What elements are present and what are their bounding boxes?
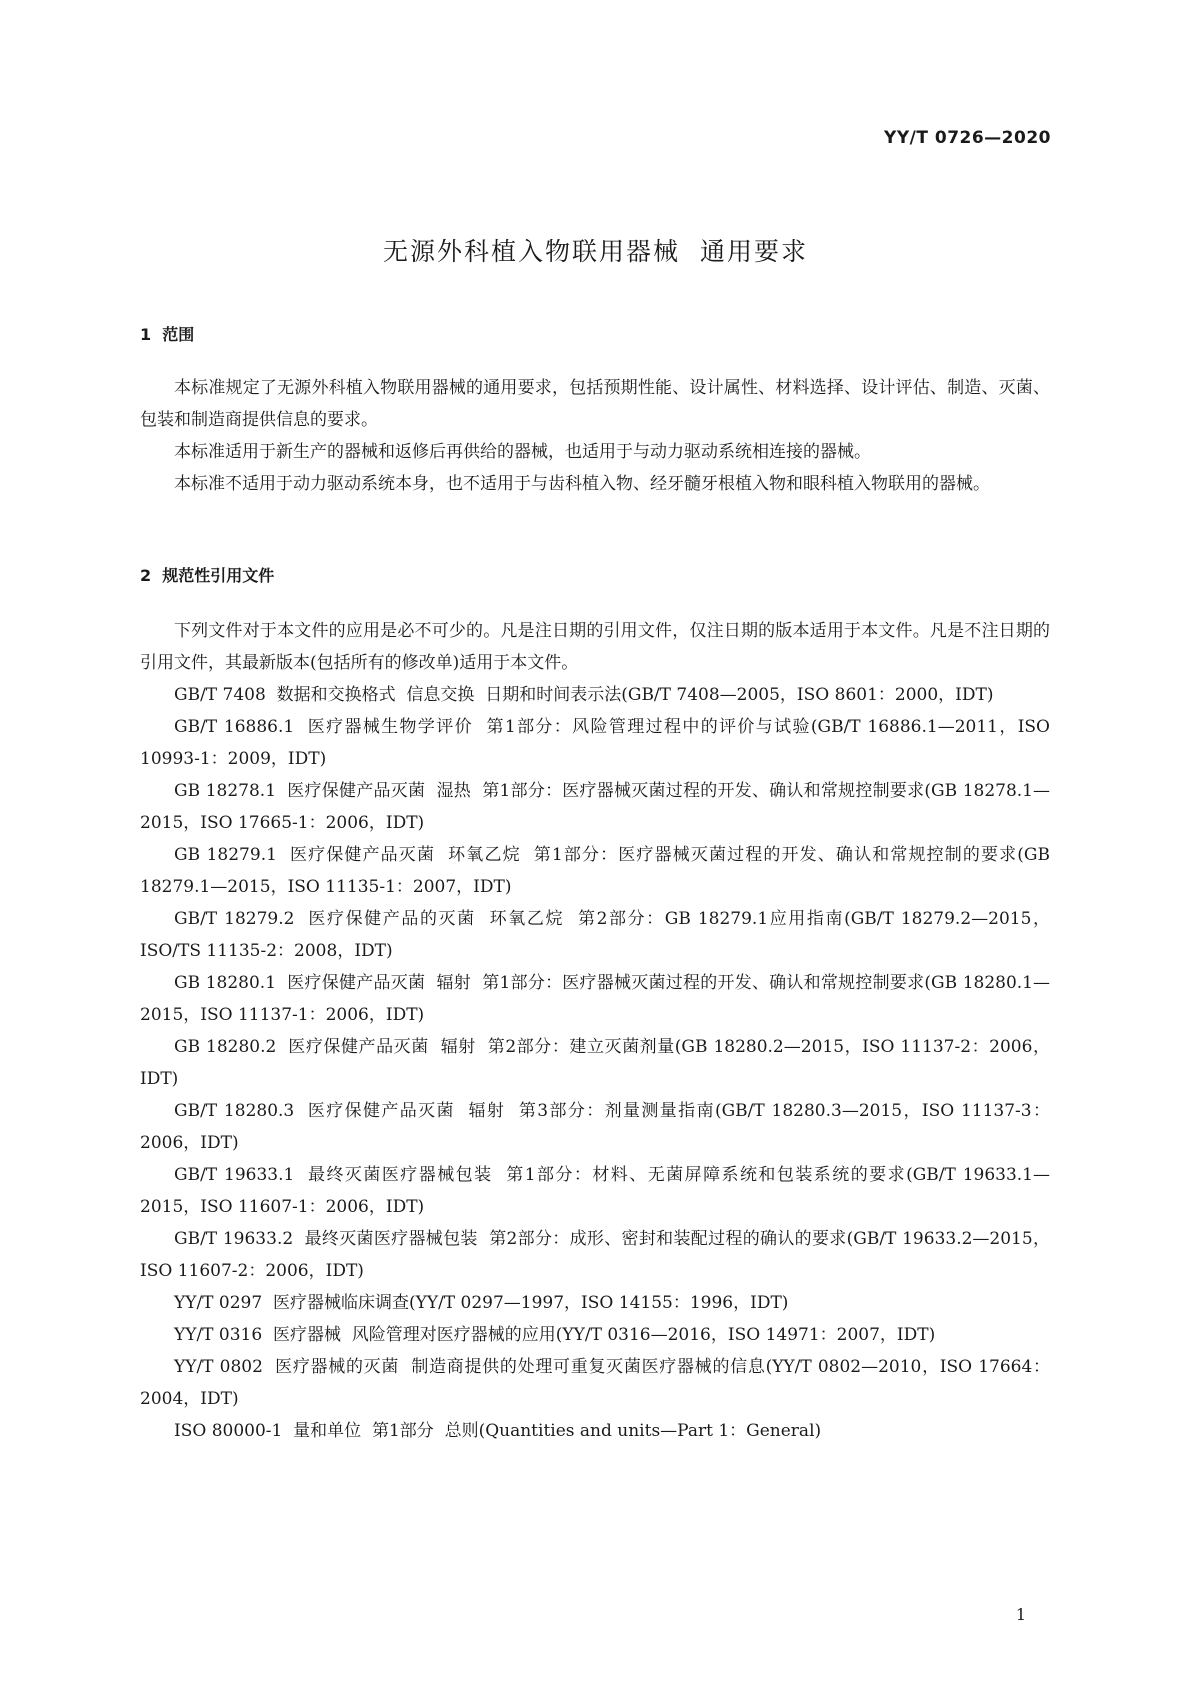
reference-item: GB/T 18280.3 医疗保健产品灭菌 辐射 第3部分：剂量测量指南(GB/T 18280.3—2015，ISO 11137-3：2006，IDT)	[140, 1101, 1050, 1153]
scope-paragraph: 本标准适用于新生产的器械和返修后再供给的器械，也适用于与动力驱动系统相连接的器械。	[174, 442, 871, 462]
reference-item: YY/T 0316 医疗器械 风险管理对医疗器械的应用(YY/T 0316—2016，ISO 14971：2007，IDT)	[174, 1325, 936, 1345]
reference-item: GB 18278.1 医疗保健产品灭菌 湿热 第1部分：医疗器械灭菌过程的开发、确认和常规控制要求(GB 18278.1—2015，ISO 17665-1：2006，IDT)	[140, 781, 1050, 833]
section-heading-normative-references: 2 规范性引用文件	[140, 566, 275, 585]
reference-item: GB/T 19633.2 最终灭菌医疗器械包装 第2部分：成形、密封和装配过程的确认的要求(GB/T 19633.2—2015，ISO 11607-2：2006，IDT)	[140, 1229, 1050, 1281]
reference-item: GB 18280.2 医疗保健产品灭菌 辐射 第2部分：建立灭菌剂量(GB 18280.2—2015，ISO 11137-2：2006，IDT)	[140, 1037, 1050, 1089]
reference-item: GB 18280.1 医疗保健产品灭菌 辐射 第1部分：医疗器械灭菌过程的开发、确认和常规控制要求(GB 18280.1—2015，ISO 11137-1：2006，IDT)	[140, 973, 1050, 1025]
page-number: 1	[1015, 1605, 1026, 1624]
reference-item: GB/T 18279.2 医疗保健产品的灭菌 环氧乙烷 第2部分：GB 18279.1应用指南(GB/T 18279.2—2015，ISO/TS 11135-2：2008，IDT)	[140, 909, 1050, 961]
reference-item: ISO 80000-1 量和单位 第1部分 总则(Quantities and units—Part 1：General)	[174, 1421, 822, 1441]
section-heading-scope: 1 范围	[140, 325, 195, 344]
reference-item: GB 18279.1 医疗保健产品灭菌 环氧乙烷 第1部分：医疗器械灭菌过程的开发、确认和常规控制的要求(GB 18279.1—2015，ISO 11135-1：2007，IDT)	[140, 845, 1056, 897]
references-section-body	[140, 615, 1056, 1447]
scope-paragraph: 本标准规定了无源外科植入物联用器械的通用要求，包括预期性能、设计属性、材料选择、设计评估、制造、灭菌、包装和制造商提供信息的要求。	[140, 378, 1050, 430]
reference-item: GB/T 7408 数据和交换格式 信息交换 日期和时间表示法(GB/T 7408—2005，ISO 8601：2000，IDT)	[174, 685, 994, 705]
scope-section-body	[140, 372, 1050, 500]
document-title: 无源外科植入物联用器械 通用要求	[383, 237, 808, 266]
reference-item: GB/T 16886.1 医疗器械生物学评价 第1部分：风险管理过程中的评价与试验(GB/T 16886.1—2011，ISO 10993-1：2009，IDT)	[140, 717, 1056, 769]
scope-paragraph: 本标准不适用于动力驱动系统本身，也不适用于与齿科植入物、经牙髓牙根植入物和眼科植入物联用的器械。	[174, 474, 990, 494]
references-intro: 下列文件对于本文件的应用是必不可少的。凡是注日期的引用文件，仅注日期的版本适用于本文件。凡是不注日期的引用文件，其最新版本(包括所有的修改单)适用于本文件。	[140, 621, 1050, 673]
reference-item: YY/T 0802 医疗器械的灭菌 制造商提供的处理可重复灭菌医疗器械的信息(YY/T 0802—2010，ISO 17664：2004，IDT)	[140, 1357, 1050, 1409]
document-number: YY/T 0726—2020	[884, 128, 1051, 148]
reference-item: YY/T 0297 医疗器械临床调查(YY/T 0297—1997，ISO 14155：1996，IDT)	[174, 1293, 789, 1313]
reference-item: GB/T 19633.1 最终灭菌医疗器械包装 第1部分：材料、无菌屏障系统和包装系统的要求(GB/T 19633.1—2015，ISO 11607-1：2006，IDT)	[140, 1165, 1050, 1217]
